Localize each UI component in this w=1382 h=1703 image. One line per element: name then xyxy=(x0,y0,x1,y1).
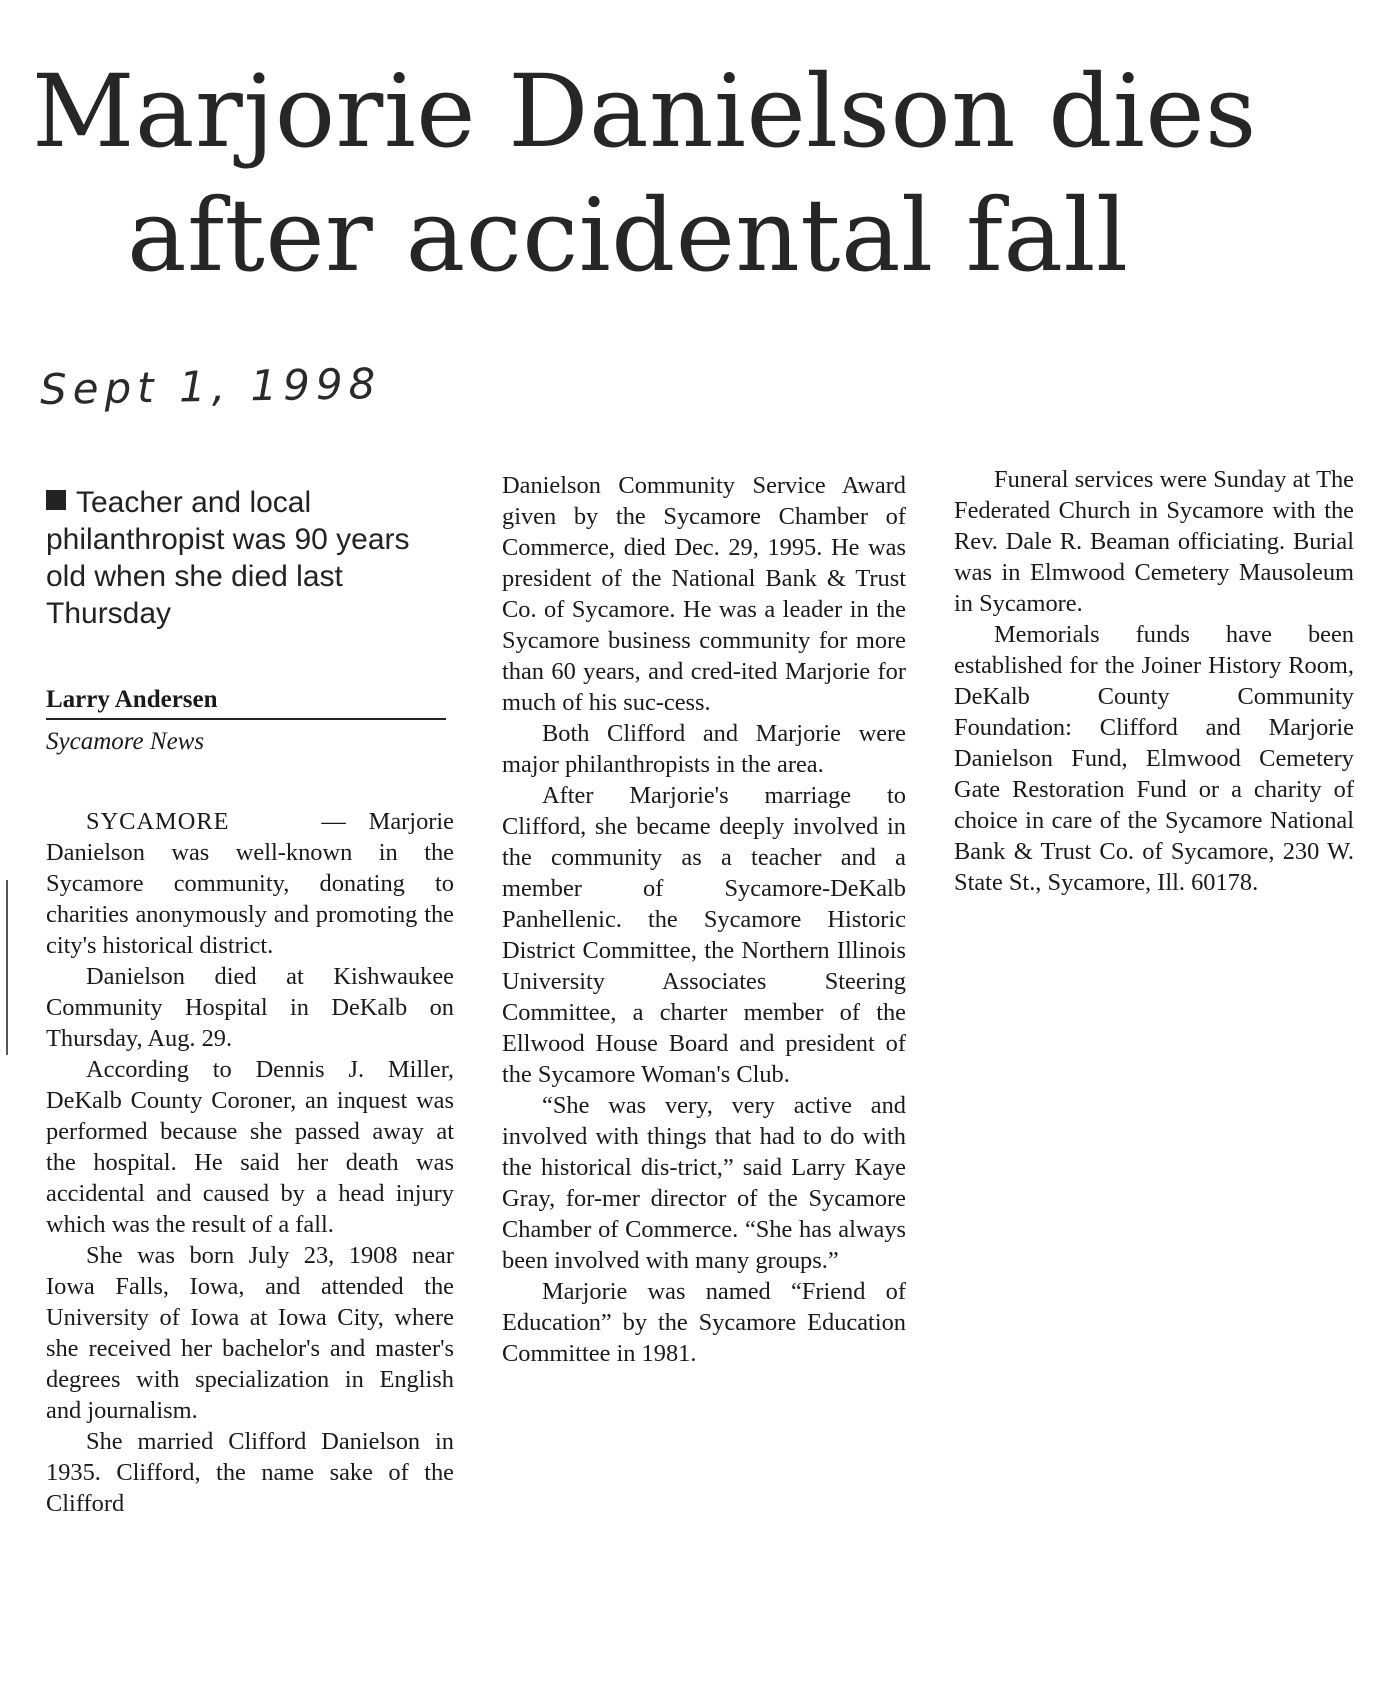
headline-line-1: Marjorie Danielson dies xyxy=(32,53,1257,170)
headline-line-2: after accidental fall xyxy=(127,177,1129,294)
paragraph: Danielson died at Kishwaukee Community Hospital in DeKalb on Thursday, Aug. 29. xyxy=(46,963,454,1052)
paragraph: After Marjorie's marriage to Clifford, she became deeply involved in the community as a teacher and a member of Sycamore-DeKalb Panhellenic. the Sycamore Historic District Committee, the Northern Illinois University Associates Steering Committee, a charter member of the Ellwood House Board and president of the Sycamore Woman's Club. xyxy=(502,782,906,1088)
paragraph: “She was very, very active and involved with things that had to do with the historical dis-trict,” said Larry Kaye Gray, for-mer director of the Sycamore Chamber of Commerce. “She has always been involved with many groups.” xyxy=(502,1092,906,1274)
deck-text: Teacher and local philanthropist was 90 years old when she died last Thursday xyxy=(46,486,410,630)
handwritten-date: Sept 1, 1998 xyxy=(39,359,382,414)
paragraph: Danielson Community Service Award given by the Sycamore Chamber of Commerce, died Dec. 29, 1995. He was president of the National Bank & Trust Co. of Sycamore. He was a leader in the Sycamore business community for more than 60 years, and cred-ited Marjorie for much of his suc-cess. xyxy=(502,472,906,716)
source: Sycamore News xyxy=(46,728,205,755)
paragraph: Memorials funds have been established for the Joiner History Room, DeKalb County Community Foundation: Clifford and Marjorie Danielson Fund, Elmwood Cemetery Gate Restoration Fund or a charity of choice in care of the Sycamore National Bank & Trust Co. of Sycamore, 230 W. State St., Sycamore, Ill. 60178. xyxy=(954,621,1354,896)
column-1 xyxy=(46,470,454,1519)
column-3 xyxy=(954,464,1354,898)
column-2 xyxy=(502,470,906,1369)
deck xyxy=(46,484,436,632)
bullet-square-icon xyxy=(46,490,66,510)
paragraph: Marjorie was named “Friend of Education” by the Sycamore Education Committee in 1981. xyxy=(502,1278,906,1367)
paragraph-text: — Marjorie Danielson was well-known in the Sycamore community, donating to charities anonymously and promoting the city's historical district. xyxy=(46,808,454,959)
scan-edge-mark xyxy=(6,880,8,1055)
paragraph xyxy=(46,806,454,961)
byline: Larry Andersen xyxy=(46,684,446,720)
paragraph: She married Clifford Danielson in 1935. Clifford, the name sake of the Clifford xyxy=(46,1428,454,1517)
paragraph: Funeral services were Sunday at The Federated Church in Sycamore with the Rev. Dale R. Beaman officiating. Burial was in Elmwood Cemetery Mausoleum in Sycamore. xyxy=(954,466,1354,617)
dateline: SYCAMORE xyxy=(86,808,230,835)
paragraph: According to Dennis J. Miller, DeKalb County Coroner, an inquest was performed because she passed away at the hospital. He said her death was accidental and caused by a head injury which was the result of a fall. xyxy=(46,1056,454,1238)
headline xyxy=(32,50,1362,298)
paragraph: She was born July 23, 1908 near Iowa Falls, Iowa, and attended the University of Iowa at Iowa City, where she received her bachelor's and master's degrees with specialization in English and journalism. xyxy=(46,1242,454,1424)
paragraph: Both Clifford and Marjorie were major philanthropists in the area. xyxy=(502,720,906,778)
